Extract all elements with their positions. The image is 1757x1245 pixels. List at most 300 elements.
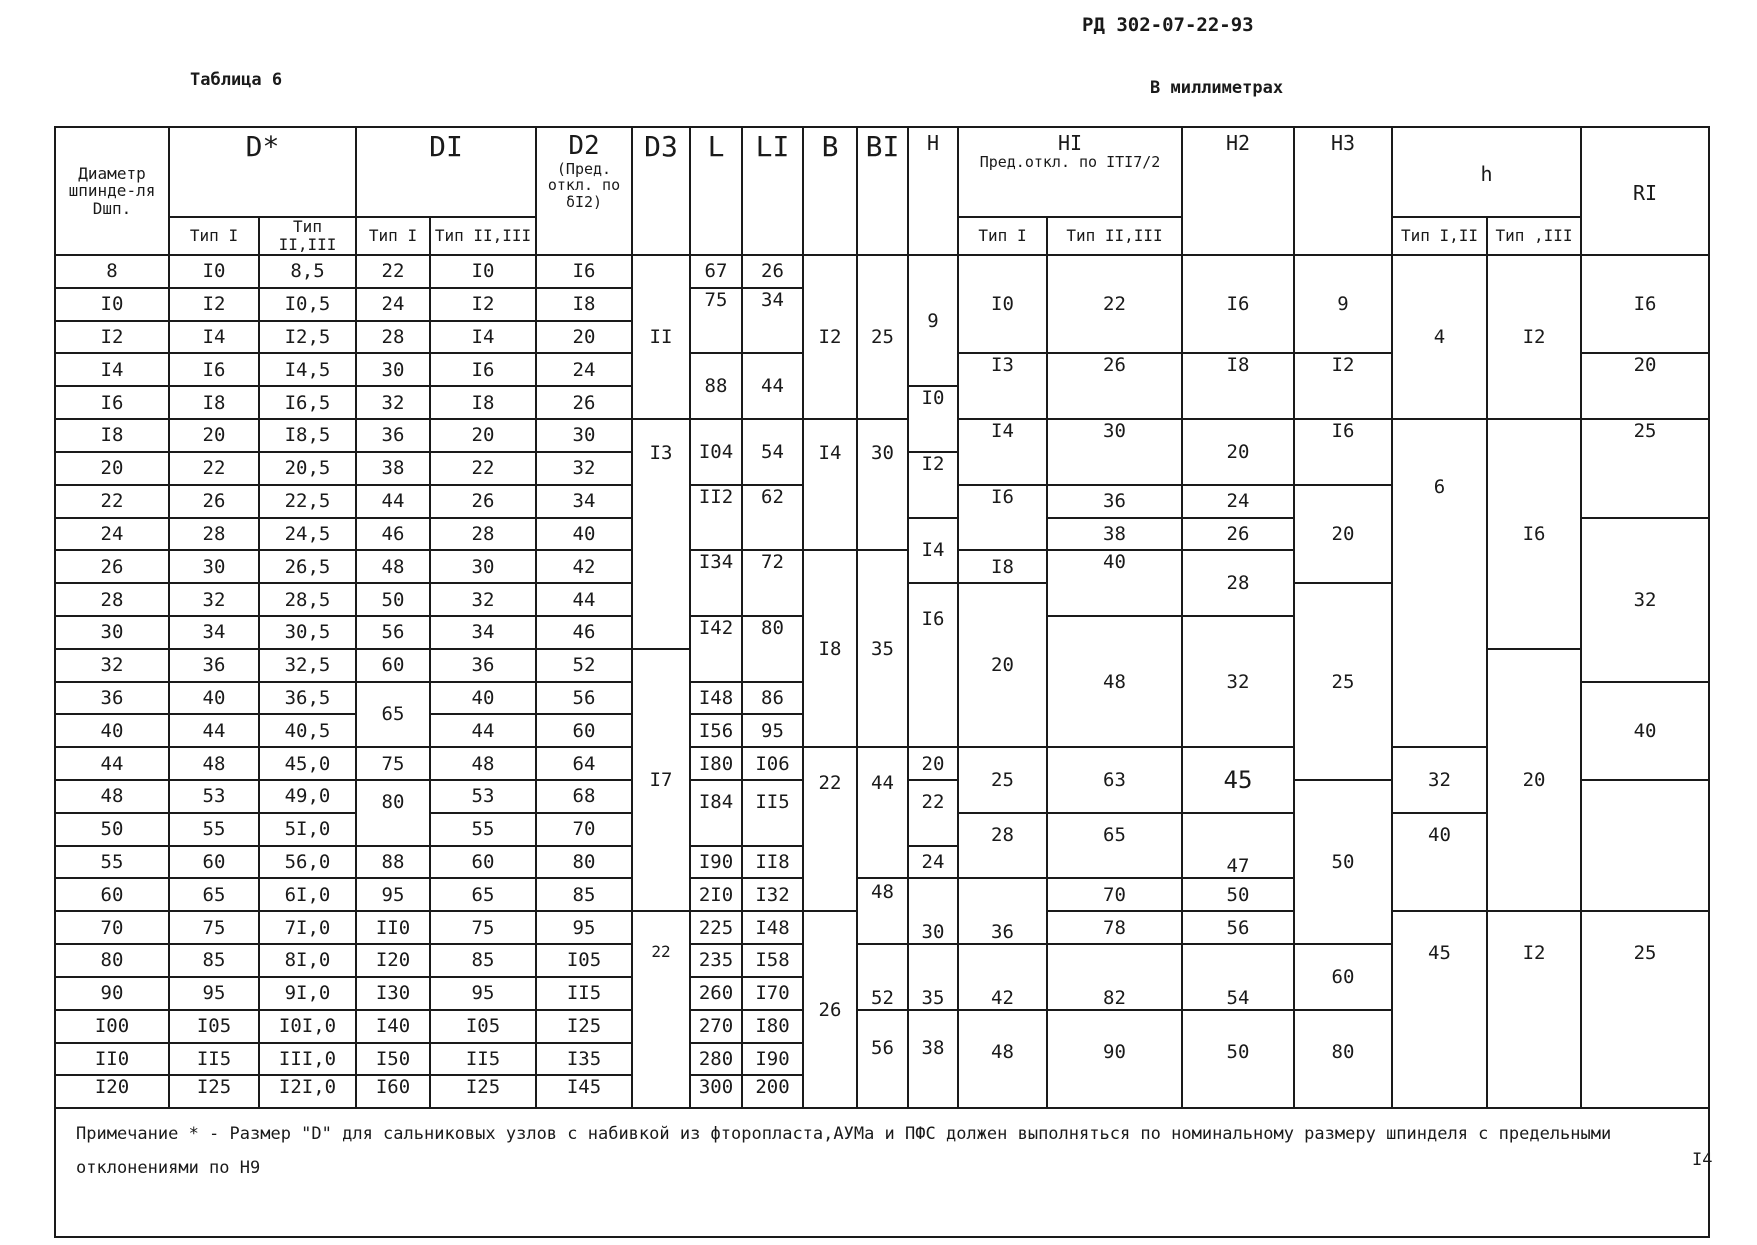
cell-h2: 50 bbox=[1182, 1010, 1294, 1108]
cell-dsh: 32 bbox=[55, 649, 169, 682]
cell-h3: 25 bbox=[1294, 583, 1392, 780]
cell-d1-t1: 38 bbox=[356, 452, 430, 485]
cell-d-t1: I0 bbox=[169, 255, 259, 288]
cell-h2: 20 bbox=[1182, 419, 1294, 485]
cell-h2: 47 bbox=[1182, 813, 1294, 879]
cell-d1-t1: 32 bbox=[356, 386, 430, 419]
cell-d1-t23: 48 bbox=[430, 747, 536, 780]
cell-dsh: 60 bbox=[55, 878, 169, 911]
table-note: Примечание * - Размер "D" для сальниковых узлов с набивкой из фторопласта,АУМа и ПФС должен выполняться по номинальному размеру шпинделя с предельными отклонениями по Н9 bbox=[55, 1108, 1709, 1237]
cell-d-t23: 8,5 bbox=[259, 255, 356, 288]
cell-l1: 44 bbox=[742, 353, 803, 419]
cell-dsh: 40 bbox=[55, 714, 169, 747]
cell-d1-t1: 65 bbox=[356, 682, 430, 748]
page-number: I4 bbox=[1692, 1150, 1713, 1170]
cell-d1-t1: II0 bbox=[356, 911, 430, 944]
cell-l: I42 bbox=[690, 616, 742, 682]
cell-h-t12: 4 bbox=[1392, 255, 1487, 419]
header-D1-type1: Тип I bbox=[356, 217, 430, 255]
cell-h: 9 bbox=[908, 255, 958, 386]
header-H1-type23: Тип II,III bbox=[1047, 217, 1182, 255]
cell-dsh: II0 bbox=[55, 1043, 169, 1076]
cell-d-t23: 8I,0 bbox=[259, 944, 356, 977]
cell-h3: 9 bbox=[1294, 255, 1392, 353]
cell-l: 280 bbox=[690, 1043, 742, 1076]
cell-h1-t1: I8 bbox=[958, 550, 1047, 583]
cell-d1-t23: 36 bbox=[430, 649, 536, 682]
header-H3: H3 bbox=[1294, 127, 1392, 255]
cell-h2: 28 bbox=[1182, 550, 1294, 616]
cell-d-t23: 22,5 bbox=[259, 485, 356, 518]
cell-d-t1: 60 bbox=[169, 846, 259, 879]
header-h: h bbox=[1392, 127, 1581, 217]
cell-h-t12: I2 bbox=[1487, 911, 1581, 1108]
cell-l: 225 bbox=[690, 911, 742, 944]
cell-l: I84 bbox=[690, 780, 742, 846]
cell-l: I80 bbox=[690, 747, 742, 780]
cell-h1-t23: 36 bbox=[1047, 485, 1182, 518]
header-h-type12: Тип I,II bbox=[1392, 217, 1487, 255]
cell-d-t1: I25 bbox=[169, 1075, 259, 1108]
cell-l: 75 bbox=[690, 288, 742, 354]
cell-d-t1: 22 bbox=[169, 452, 259, 485]
cell-d1-t23: 40 bbox=[430, 682, 536, 715]
cell-h2: 45 bbox=[1182, 747, 1294, 813]
cell-l1: 86 bbox=[742, 682, 803, 715]
cell-b: I8 bbox=[803, 550, 857, 747]
cell-l1: I80 bbox=[742, 1010, 803, 1043]
cell-h2: 56 bbox=[1182, 911, 1294, 944]
cell-d1-t23: 95 bbox=[430, 977, 536, 1010]
cell-d-t23: 24,5 bbox=[259, 518, 356, 551]
cell-d2: I8 bbox=[536, 288, 632, 321]
cell-dsh: I6 bbox=[55, 386, 169, 419]
cell-d3: I7 bbox=[632, 649, 690, 912]
cell-l1: II8 bbox=[742, 846, 803, 879]
cell-d-t23: 20,5 bbox=[259, 452, 356, 485]
header-spindle-diameter: Диаметр шпинде-ля Dшп. bbox=[55, 127, 169, 255]
document-code: РД 302-07-22-93 bbox=[1082, 14, 1254, 36]
cell-d-t1: 55 bbox=[169, 813, 259, 846]
cell-l: 88 bbox=[690, 353, 742, 419]
table-title: Таблица 6 bbox=[190, 70, 283, 90]
cell-d-t23: I4,5 bbox=[259, 353, 356, 386]
cell-l1: 95 bbox=[742, 714, 803, 747]
cell-d1-t23: 85 bbox=[430, 944, 536, 977]
cell-l1: I90 bbox=[742, 1043, 803, 1076]
cell-d1-t23: 22 bbox=[430, 452, 536, 485]
cell-d2: I35 bbox=[536, 1043, 632, 1076]
cell-d-t23: 26,5 bbox=[259, 550, 356, 583]
cell-h: I0 bbox=[908, 386, 958, 452]
cell-d1-t23: I25 bbox=[430, 1075, 536, 1108]
cell-b1: 30 bbox=[857, 419, 908, 550]
cell-d1-t23: I6 bbox=[430, 353, 536, 386]
cell-l1: 80 bbox=[742, 616, 803, 682]
cell-d2: 56 bbox=[536, 682, 632, 715]
cell-d-t23: 9I,0 bbox=[259, 977, 356, 1010]
cell-d1-t23: II5 bbox=[430, 1043, 536, 1076]
header-D: D* bbox=[169, 127, 356, 217]
cell-dsh: 44 bbox=[55, 747, 169, 780]
cell-d1-t23: 65 bbox=[430, 878, 536, 911]
header-D2 bbox=[536, 127, 632, 255]
cell-r1: 80 bbox=[1294, 1010, 1392, 1108]
cell-d-t23: 49,0 bbox=[259, 780, 356, 813]
cell-d-t23: I0I,0 bbox=[259, 1010, 356, 1043]
cell-h2: 24 bbox=[1182, 485, 1294, 518]
header-R1: RI bbox=[1581, 127, 1709, 255]
cell-d-t23: 5I,0 bbox=[259, 813, 356, 846]
cell-dsh: I2 bbox=[55, 321, 169, 354]
cell-r1: I6 bbox=[1581, 255, 1709, 353]
cell-h1-t23: 38 bbox=[1047, 518, 1182, 551]
cell-d-t1: 20 bbox=[169, 419, 259, 452]
cell-l1: I48 bbox=[742, 911, 803, 944]
cell-d1-t23: I4 bbox=[430, 321, 536, 354]
cell-d1-t23: I8 bbox=[430, 386, 536, 419]
header-D2-label: D2 bbox=[568, 131, 600, 161]
cell-l: 270 bbox=[690, 1010, 742, 1043]
cell-d-t1: I05 bbox=[169, 1010, 259, 1043]
cell-h1-t23: 48 bbox=[1047, 616, 1182, 747]
cell-dsh: I0 bbox=[55, 288, 169, 321]
cell-d-t1: 40 bbox=[169, 682, 259, 715]
cell-dsh: 20 bbox=[55, 452, 169, 485]
cell-b1: 25 bbox=[857, 255, 908, 419]
header-h-type3: Тип ,III bbox=[1487, 217, 1581, 255]
cell-d-t23: I2I,0 bbox=[259, 1075, 356, 1108]
header-L: L bbox=[690, 127, 742, 255]
cell-h2: 50 bbox=[1182, 878, 1294, 911]
header-D2-note: (Пред. откл. по δI2) bbox=[547, 159, 621, 211]
cell-d-t23: I2,5 bbox=[259, 321, 356, 354]
cell-d1-t1: 56 bbox=[356, 616, 430, 649]
cell-d1-t1: 28 bbox=[356, 321, 430, 354]
cell-d-t1: 44 bbox=[169, 714, 259, 747]
cell-l1: I06 bbox=[742, 747, 803, 780]
cell-d1-t1: 80 bbox=[356, 780, 430, 846]
cell-h1-t23: 82 bbox=[1047, 944, 1182, 1010]
cell-d-t1: I4 bbox=[169, 321, 259, 354]
header-H: H bbox=[908, 127, 958, 255]
cell-h3: 20 bbox=[1294, 485, 1392, 583]
cell-h2: 32 bbox=[1182, 616, 1294, 747]
cell-d2: I45 bbox=[536, 1075, 632, 1108]
cell-d-t1: 30 bbox=[169, 550, 259, 583]
cell-d1-t1: I30 bbox=[356, 977, 430, 1010]
cell-d-t1: 36 bbox=[169, 649, 259, 682]
cell-r1: 32 bbox=[1581, 518, 1709, 682]
cell-d1-t23: I0 bbox=[430, 255, 536, 288]
cell-d2: 70 bbox=[536, 813, 632, 846]
cell-dsh: 8 bbox=[55, 255, 169, 288]
cell-r1: 25 bbox=[1581, 419, 1709, 517]
cell-h3: 45 bbox=[1392, 911, 1487, 1108]
header-D3: D3 bbox=[632, 127, 690, 255]
cell-h: 38 bbox=[908, 1010, 958, 1108]
cell-d1-t1: 75 bbox=[356, 747, 430, 780]
cell-h1-t23: 30 bbox=[1047, 419, 1182, 485]
cell-h1-t1: 42 bbox=[958, 944, 1047, 1010]
cell-l: I48 bbox=[690, 682, 742, 715]
cell-r1: 60 bbox=[1294, 944, 1392, 1010]
cell-d1-t1: 22 bbox=[356, 255, 430, 288]
header-H1-label: HI bbox=[1057, 131, 1083, 155]
cell-d-t23: 32,5 bbox=[259, 649, 356, 682]
cell-d-t23: 45,0 bbox=[259, 747, 356, 780]
cell-h1-t1: I3 bbox=[958, 353, 1047, 419]
cell-h3: 40 bbox=[1392, 813, 1487, 911]
header-D-type1: Тип I bbox=[169, 217, 259, 255]
cell-dsh: 80 bbox=[55, 944, 169, 977]
cell-b1: 48 bbox=[857, 878, 908, 944]
cell-h1-t1: I4 bbox=[958, 419, 1047, 485]
cell-d-t23: 6I,0 bbox=[259, 878, 356, 911]
cell-d2: 24 bbox=[536, 353, 632, 386]
cell-dsh: I00 bbox=[55, 1010, 169, 1043]
cell-d-t1: 85 bbox=[169, 944, 259, 977]
cell-d3: I3 bbox=[632, 419, 690, 649]
cell-d-t23: I6,5 bbox=[259, 386, 356, 419]
cell-d1-t1: 95 bbox=[356, 878, 430, 911]
cell-l1: 62 bbox=[742, 485, 803, 551]
cell-h1-t1: 28 bbox=[958, 813, 1047, 879]
cell-d1-t23: 34 bbox=[430, 616, 536, 649]
cell-d2: 64 bbox=[536, 747, 632, 780]
cell-d2: 26 bbox=[536, 386, 632, 419]
cell-h2: I6 bbox=[1182, 255, 1294, 353]
cell-d-t23: 40,5 bbox=[259, 714, 356, 747]
header-H2: H2 bbox=[1182, 127, 1294, 255]
cell-dsh: 28 bbox=[55, 583, 169, 616]
cell-d1-t1: 50 bbox=[356, 583, 430, 616]
cell-h: I6 bbox=[908, 583, 958, 747]
cell-d1-t1: 46 bbox=[356, 518, 430, 551]
cell-d1-t1: I60 bbox=[356, 1075, 430, 1108]
header-L1: LI bbox=[742, 127, 803, 255]
cell-d1-t23: 28 bbox=[430, 518, 536, 551]
cell-l: I56 bbox=[690, 714, 742, 747]
cell-l: I04 bbox=[690, 419, 742, 485]
cell-d2: 42 bbox=[536, 550, 632, 583]
cell-d1-t23: 20 bbox=[430, 419, 536, 452]
cell-d1-t1: I40 bbox=[356, 1010, 430, 1043]
cell-h3: 32 bbox=[1392, 747, 1487, 813]
cell-d2: 68 bbox=[536, 780, 632, 813]
cell-h: 30 bbox=[908, 878, 958, 944]
header-D-type23: Тип II,III bbox=[259, 217, 356, 255]
cell-dsh: 22 bbox=[55, 485, 169, 518]
cell-d-t23: 28,5 bbox=[259, 583, 356, 616]
cell-r1: 40 bbox=[1581, 682, 1709, 780]
cell-h: I4 bbox=[908, 518, 958, 584]
cell-d2: 46 bbox=[536, 616, 632, 649]
cell-r1: 20 bbox=[1581, 353, 1709, 419]
cell-d-t1: 48 bbox=[169, 747, 259, 780]
cell-h1-t1: 36 bbox=[958, 878, 1047, 944]
cell-dsh: 36 bbox=[55, 682, 169, 715]
cell-h1-t23: 40 bbox=[1047, 550, 1182, 616]
cell-dsh: I4 bbox=[55, 353, 169, 386]
cell-r1: 50 bbox=[1294, 780, 1392, 944]
cell-h: 20 bbox=[908, 747, 958, 780]
cell-d2: 40 bbox=[536, 518, 632, 551]
cell-dsh: 50 bbox=[55, 813, 169, 846]
cell-d-t1: 65 bbox=[169, 878, 259, 911]
cell-d1-t23: 32 bbox=[430, 583, 536, 616]
header-D1: DI bbox=[356, 127, 536, 217]
cell-d1-t1: 24 bbox=[356, 288, 430, 321]
cell-d1-t1: 60 bbox=[356, 649, 430, 682]
cell-d1-t23: 30 bbox=[430, 550, 536, 583]
cell-d-t23: III,0 bbox=[259, 1043, 356, 1076]
cell-h-t3: I2 bbox=[1487, 255, 1581, 419]
cell-b: I2 bbox=[803, 255, 857, 419]
cell-d-t1: I6 bbox=[169, 353, 259, 386]
cell-d2: 52 bbox=[536, 649, 632, 682]
cell-h1-t1: I6 bbox=[958, 485, 1047, 551]
cell-d-t1: 34 bbox=[169, 616, 259, 649]
cell-h2: I8 bbox=[1182, 353, 1294, 419]
cell-dsh: 70 bbox=[55, 911, 169, 944]
cell-d2: 32 bbox=[536, 452, 632, 485]
cell-h2: 26 bbox=[1182, 518, 1294, 551]
cell-d1-t1: I20 bbox=[356, 944, 430, 977]
cell-d-t23: 7I,0 bbox=[259, 911, 356, 944]
cell-h1-t23: 90 bbox=[1047, 1010, 1182, 1108]
cell-d1-t1: 30 bbox=[356, 353, 430, 386]
cell-h-t3: 25 bbox=[1581, 911, 1709, 1108]
header-D1-type23: Тип II,III bbox=[430, 217, 536, 255]
cell-dsh: 48 bbox=[55, 780, 169, 813]
cell-d3: II bbox=[632, 255, 690, 419]
cell-l: 235 bbox=[690, 944, 742, 977]
header-B: B bbox=[803, 127, 857, 255]
cell-l1: 200 bbox=[742, 1075, 803, 1108]
cell-h1-t1: 25 bbox=[958, 747, 1047, 813]
cell-h1-t23: 70 bbox=[1047, 878, 1182, 911]
cell-d-t1: 75 bbox=[169, 911, 259, 944]
cell-l: I90 bbox=[690, 846, 742, 879]
cell-dsh: I8 bbox=[55, 419, 169, 452]
cell-h: 24 bbox=[908, 846, 958, 879]
cell-d1-t1: 48 bbox=[356, 550, 430, 583]
cell-d2: 80 bbox=[536, 846, 632, 879]
cell-d-t23: I0,5 bbox=[259, 288, 356, 321]
cell-h1-t1: 48 bbox=[958, 1010, 1047, 1108]
cell-d-t1: 28 bbox=[169, 518, 259, 551]
cell-d-t23: 56,0 bbox=[259, 846, 356, 879]
cell-d-t23: I8,5 bbox=[259, 419, 356, 452]
cell-d1-t23: 55 bbox=[430, 813, 536, 846]
cell-h: 22 bbox=[908, 780, 958, 846]
cell-b1: 35 bbox=[857, 550, 908, 747]
cell-dsh: I20 bbox=[55, 1075, 169, 1108]
cell-d2: I25 bbox=[536, 1010, 632, 1043]
cell-h3: I6 bbox=[1294, 419, 1392, 485]
cell-h2: 54 bbox=[1182, 944, 1294, 1010]
cell-d2: I6 bbox=[536, 255, 632, 288]
cell-l: 300 bbox=[690, 1075, 742, 1108]
cell-d2: 95 bbox=[536, 911, 632, 944]
cell-h-t3: I6 bbox=[1487, 419, 1581, 649]
cell-l1: I32 bbox=[742, 878, 803, 911]
cell-h1-t23: 22 bbox=[1047, 255, 1182, 353]
cell-b1: 44 bbox=[857, 747, 908, 878]
cell-h1-t23: 63 bbox=[1047, 747, 1182, 813]
cell-h1-t23: 65 bbox=[1047, 813, 1182, 879]
cell-dsh: 26 bbox=[55, 550, 169, 583]
cell-d1-t23: I05 bbox=[430, 1010, 536, 1043]
cell-d1-t23: 26 bbox=[430, 485, 536, 518]
cell-h-t12: 6 bbox=[1392, 419, 1487, 747]
cell-b: 26 bbox=[803, 911, 857, 1108]
cell-d1-t1: 88 bbox=[356, 846, 430, 879]
cell-h: 35 bbox=[908, 944, 958, 1010]
dimensions-table bbox=[54, 126, 1713, 1238]
cell-l: I34 bbox=[690, 550, 742, 616]
cell-l1: I58 bbox=[742, 944, 803, 977]
header-H1-note: Пред.откл. по IТI7/2 bbox=[979, 153, 1161, 171]
cell-d1-t1: 36 bbox=[356, 419, 430, 452]
cell-d-t1: 53 bbox=[169, 780, 259, 813]
cell-dsh: 55 bbox=[55, 846, 169, 879]
cell-d2: 34 bbox=[536, 485, 632, 518]
cell-l: 67 bbox=[690, 255, 742, 288]
cell-b: 22 bbox=[803, 747, 857, 911]
cell-l1: II5 bbox=[742, 780, 803, 846]
cell-d1-t23: I2 bbox=[430, 288, 536, 321]
cell-dsh: 90 bbox=[55, 977, 169, 1010]
cell-d2: 30 bbox=[536, 419, 632, 452]
header-B1: BI bbox=[857, 127, 908, 255]
cell-d1-t1: I50 bbox=[356, 1043, 430, 1076]
cell-d-t23: 36,5 bbox=[259, 682, 356, 715]
cell-l: II2 bbox=[690, 485, 742, 551]
cell-d-t1: 32 bbox=[169, 583, 259, 616]
cell-d-t1: I2 bbox=[169, 288, 259, 321]
cell-l: 2I0 bbox=[690, 878, 742, 911]
units-label: В миллиметрах bbox=[1150, 78, 1284, 98]
cell-b1: 52 bbox=[857, 944, 908, 1010]
cell-d1-t23: 75 bbox=[430, 911, 536, 944]
cell-dsh: 24 bbox=[55, 518, 169, 551]
cell-d3: 22 bbox=[632, 911, 690, 1108]
cell-l1: 54 bbox=[742, 419, 803, 485]
cell-d1-t23: 53 bbox=[430, 780, 536, 813]
cell-l1: 72 bbox=[742, 550, 803, 616]
cell-h1-t23: 78 bbox=[1047, 911, 1182, 944]
cell-d1-t1: 44 bbox=[356, 485, 430, 518]
cell-d2: II5 bbox=[536, 977, 632, 1010]
cell-dsh: 30 bbox=[55, 616, 169, 649]
cell-d-t1: I8 bbox=[169, 386, 259, 419]
cell-h3: I2 bbox=[1294, 353, 1392, 419]
cell-d2: 60 bbox=[536, 714, 632, 747]
cell-d-t1: 26 bbox=[169, 485, 259, 518]
header-H1-type1: Тип I bbox=[958, 217, 1047, 255]
cell-h: I2 bbox=[908, 452, 958, 518]
cell-h1-t23: 26 bbox=[1047, 353, 1182, 419]
cell-h1-t1: 20 bbox=[958, 583, 1047, 747]
cell-d2: I05 bbox=[536, 944, 632, 977]
cell-d1-t23: 60 bbox=[430, 846, 536, 879]
cell-d2: 20 bbox=[536, 321, 632, 354]
cell-l1: I70 bbox=[742, 977, 803, 1010]
header-H1 bbox=[958, 127, 1182, 217]
cell-d-t23: 30,5 bbox=[259, 616, 356, 649]
